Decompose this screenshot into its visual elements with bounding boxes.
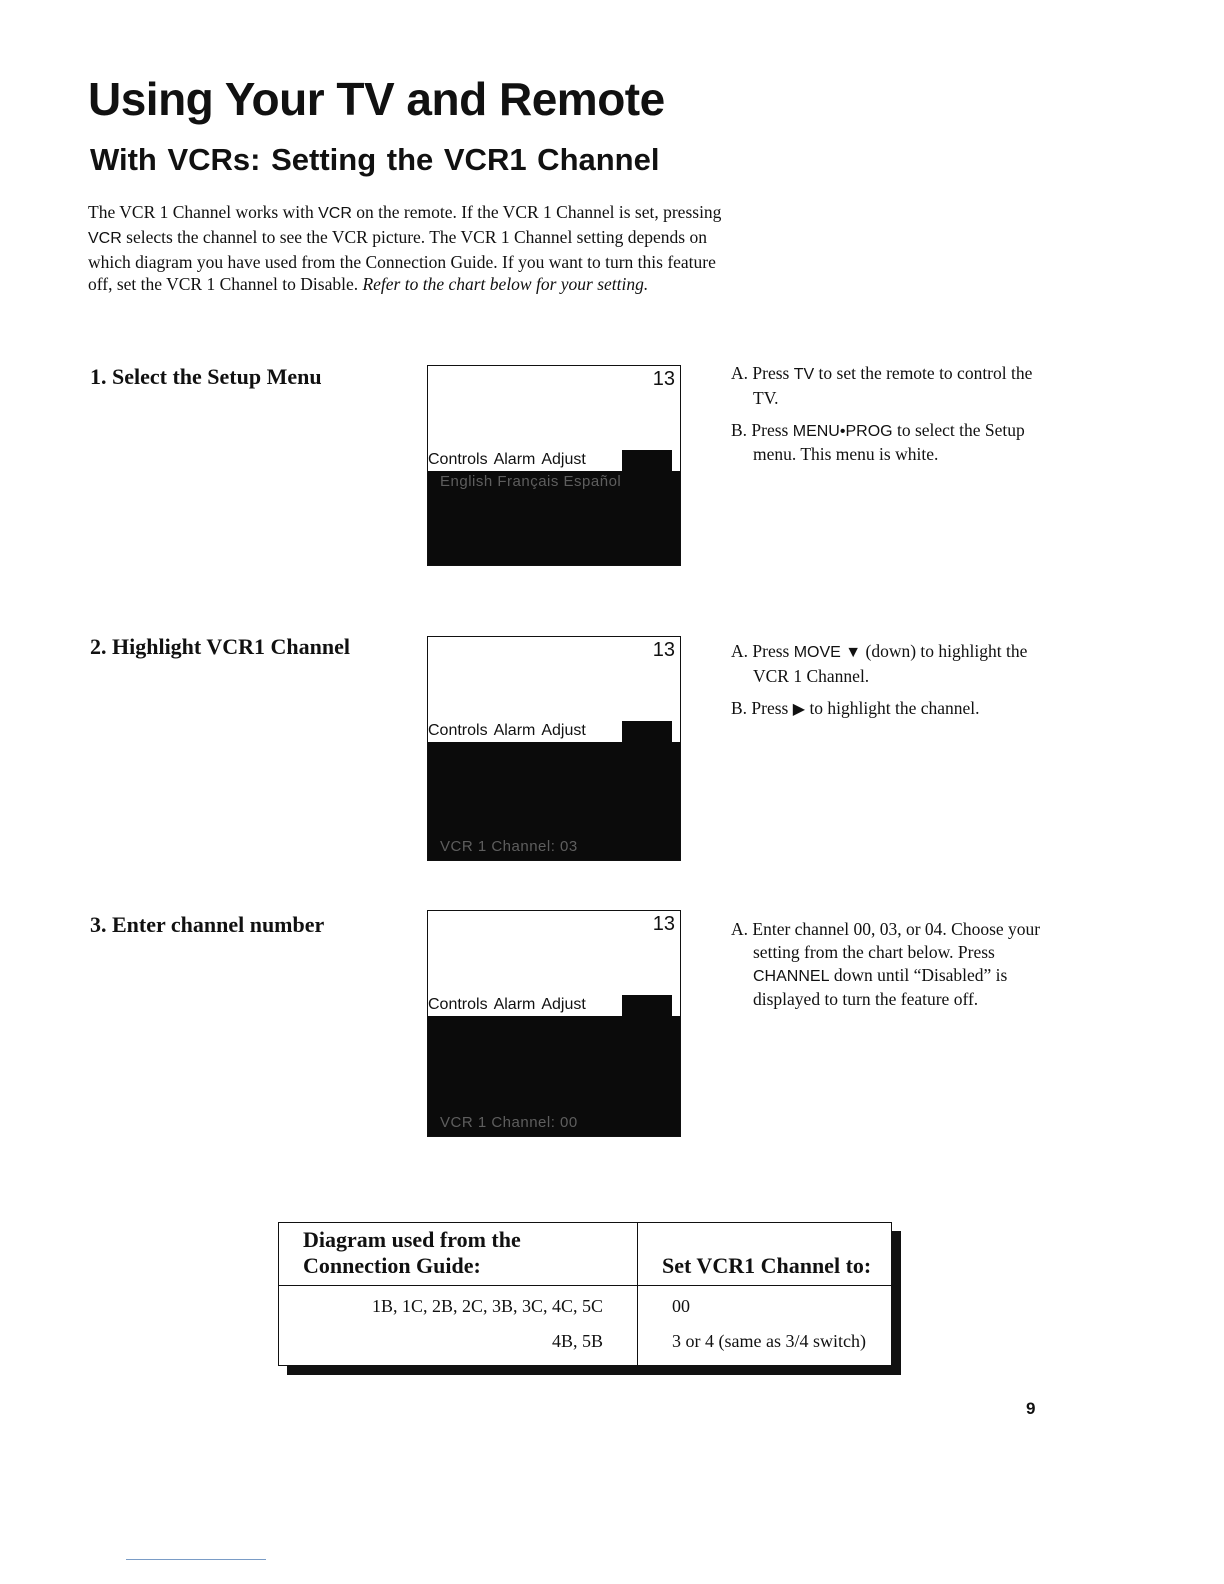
tv-menu-bar [428, 722, 592, 740]
table-header-diagram: Diagram used from the Connection Guide: [279, 1223, 638, 1286]
step-1-instruction-a: A. Press TV to set the remote to control the TV. [731, 363, 1033, 408]
step-3-tv-screen [427, 910, 681, 1137]
intro-text-3: selects the channel to see the VCR picture. The VCR 1 Channel setting depends on which diagram you have used from the Connection Guide. If you want to turn this feature off, set the VCR 1 Channel to Disable. [88, 226, 716, 295]
table-cell-diagram: 4B, 5B [279, 1323, 638, 1366]
step-2-instruction-b: B. Press ▶ to highlight the channel. [731, 697, 980, 718]
step-1-instructions [731, 362, 1051, 475]
intro-text-1: The VCR 1 Channel works with [88, 202, 319, 222]
tv-channel-number: 13 [652, 913, 675, 935]
table-cell-channel: 00 [672, 1296, 690, 1316]
key-right-arrow: ▶ [792, 700, 806, 718]
step-3-instructions [731, 918, 1051, 1020]
key-tv: TV [793, 366, 815, 383]
tv-channel-number: 13 [652, 639, 675, 661]
tv-menu-highlight [622, 995, 672, 1016]
menu-adjust: Adjust [541, 996, 586, 1013]
footer-rule [126, 1559, 266, 1560]
table-header-channel: Set VCR1 Channel to: [638, 1223, 892, 1286]
tv-menu-panel [428, 742, 680, 860]
vcr1-settings-table [278, 1222, 892, 1366]
menu-alarm: Alarm [493, 451, 536, 468]
intro-italic-note: Refer to the chart below for your setting. [362, 274, 649, 295]
tv-menu-bar [428, 996, 592, 1014]
table-cell-channel: 3 or 4 (same as 3/4 switch) [672, 1331, 866, 1351]
intro-key-vcr-1: VCR [318, 205, 352, 222]
intro-text-2: on the remote. If the VCR 1 Channel is set, pressing [351, 202, 722, 222]
menu-alarm: Alarm [493, 996, 536, 1013]
tv-menu-bar [428, 451, 592, 469]
tv-menu-highlight [622, 721, 672, 742]
intro-key-vcr-2: VCR [88, 229, 122, 247]
tv-menu-highlight [622, 450, 672, 471]
table-row [279, 1286, 892, 1324]
step-1-instruction-b: B. Press MENU•PROG to select the Setup menu. This menu is white. [731, 419, 1025, 465]
tv-vcr1-channel-value: VCR 1 Channel: 03 [440, 838, 578, 855]
page-subtitle: With VCRs: Setting the VCR1 Channel [90, 142, 660, 177]
key-move-down: MOVE ▼ [793, 644, 862, 661]
step-3-heading: 3. Enter channel number [90, 912, 325, 937]
menu-adjust: Adjust [541, 722, 586, 739]
step-2-instruction-a: A. Press MOVE ▼ (down) to highlight the VCR 1 Channel. [731, 641, 1028, 686]
menu-controls: Controls [428, 996, 488, 1013]
menu-alarm: Alarm [493, 722, 536, 739]
tv-vcr1-channel-value: VCR 1 Channel: 00 [440, 1114, 578, 1131]
step-1-heading: 1. Select the Setup Menu [90, 364, 322, 389]
page-number: 9 [1026, 1399, 1036, 1418]
key-menu-prog: MENU•PROG [792, 422, 893, 440]
table-row [279, 1323, 892, 1366]
step-2-instructions [731, 640, 1051, 730]
table-header-row [279, 1223, 892, 1286]
step-2-heading: 2. Highlight VCR1 Channel [90, 634, 350, 659]
tv-menu-panel [428, 471, 680, 565]
step-2-tv-screen [427, 636, 681, 861]
intro-paragraph [88, 201, 728, 296]
table-cell-diagram: 1B, 1C, 2B, 2C, 3B, 3C, 4C, 5C [279, 1286, 638, 1324]
step-3-instruction-a: A. Enter channel 00, 03, or 04. Choose your setting from the chart below. Press CHANNEL down until “Disabled” is displayed to turn the feature off. [731, 919, 1041, 1010]
key-channel: CHANNEL [753, 967, 830, 985]
menu-adjust: Adjust [541, 451, 586, 468]
page-title: Using Your TV and Remote [88, 73, 665, 125]
tv-menu-panel [428, 1016, 680, 1136]
tv-channel-number: 13 [652, 368, 675, 390]
menu-controls: Controls [428, 451, 488, 468]
tv-language-options: English Français Español [440, 473, 622, 490]
step-1-tv-screen [427, 365, 681, 566]
menu-controls: Controls [428, 722, 488, 739]
